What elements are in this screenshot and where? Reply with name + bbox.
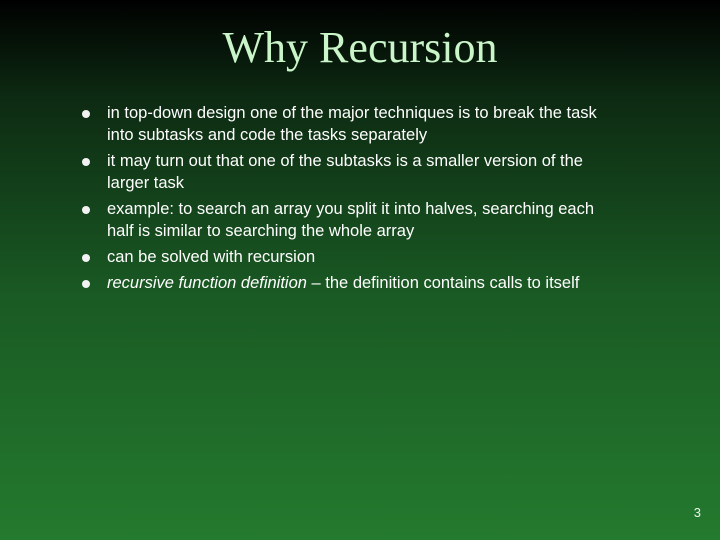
bullet-item — [0, 272, 720, 294]
bullet-dot-icon — [82, 206, 90, 214]
bullet-dot-icon — [82, 280, 90, 288]
bullet-list — [0, 102, 720, 298]
bullet-dot-icon — [82, 158, 90, 166]
bullet-item — [0, 198, 720, 242]
bullet-item — [0, 246, 720, 268]
bullet-item — [0, 150, 720, 194]
bullet-text: it may turn out that one of the subtasks is a smaller version of the larger task — [107, 152, 583, 192]
page-number: 3 — [693, 505, 701, 520]
bullet-dot-icon — [82, 254, 90, 262]
bullet-text: example: to search an array you split it into halves, searching each half is similar to searching the whole array — [107, 200, 595, 240]
slide-title: Why Recursion — [222, 23, 498, 72]
bullet-text: in top-down design one of the major techniques is to break the task into subtasks and code the tasks separately — [107, 104, 597, 144]
bullet-text: can be solved with recursion — [107, 248, 316, 266]
bullet-emphasis-text: recursive function definition — [107, 274, 307, 292]
bullet-item — [0, 102, 720, 146]
bullet-dot-icon — [82, 110, 90, 118]
bullet-text: – the definition contains calls to itself — [306, 274, 580, 292]
